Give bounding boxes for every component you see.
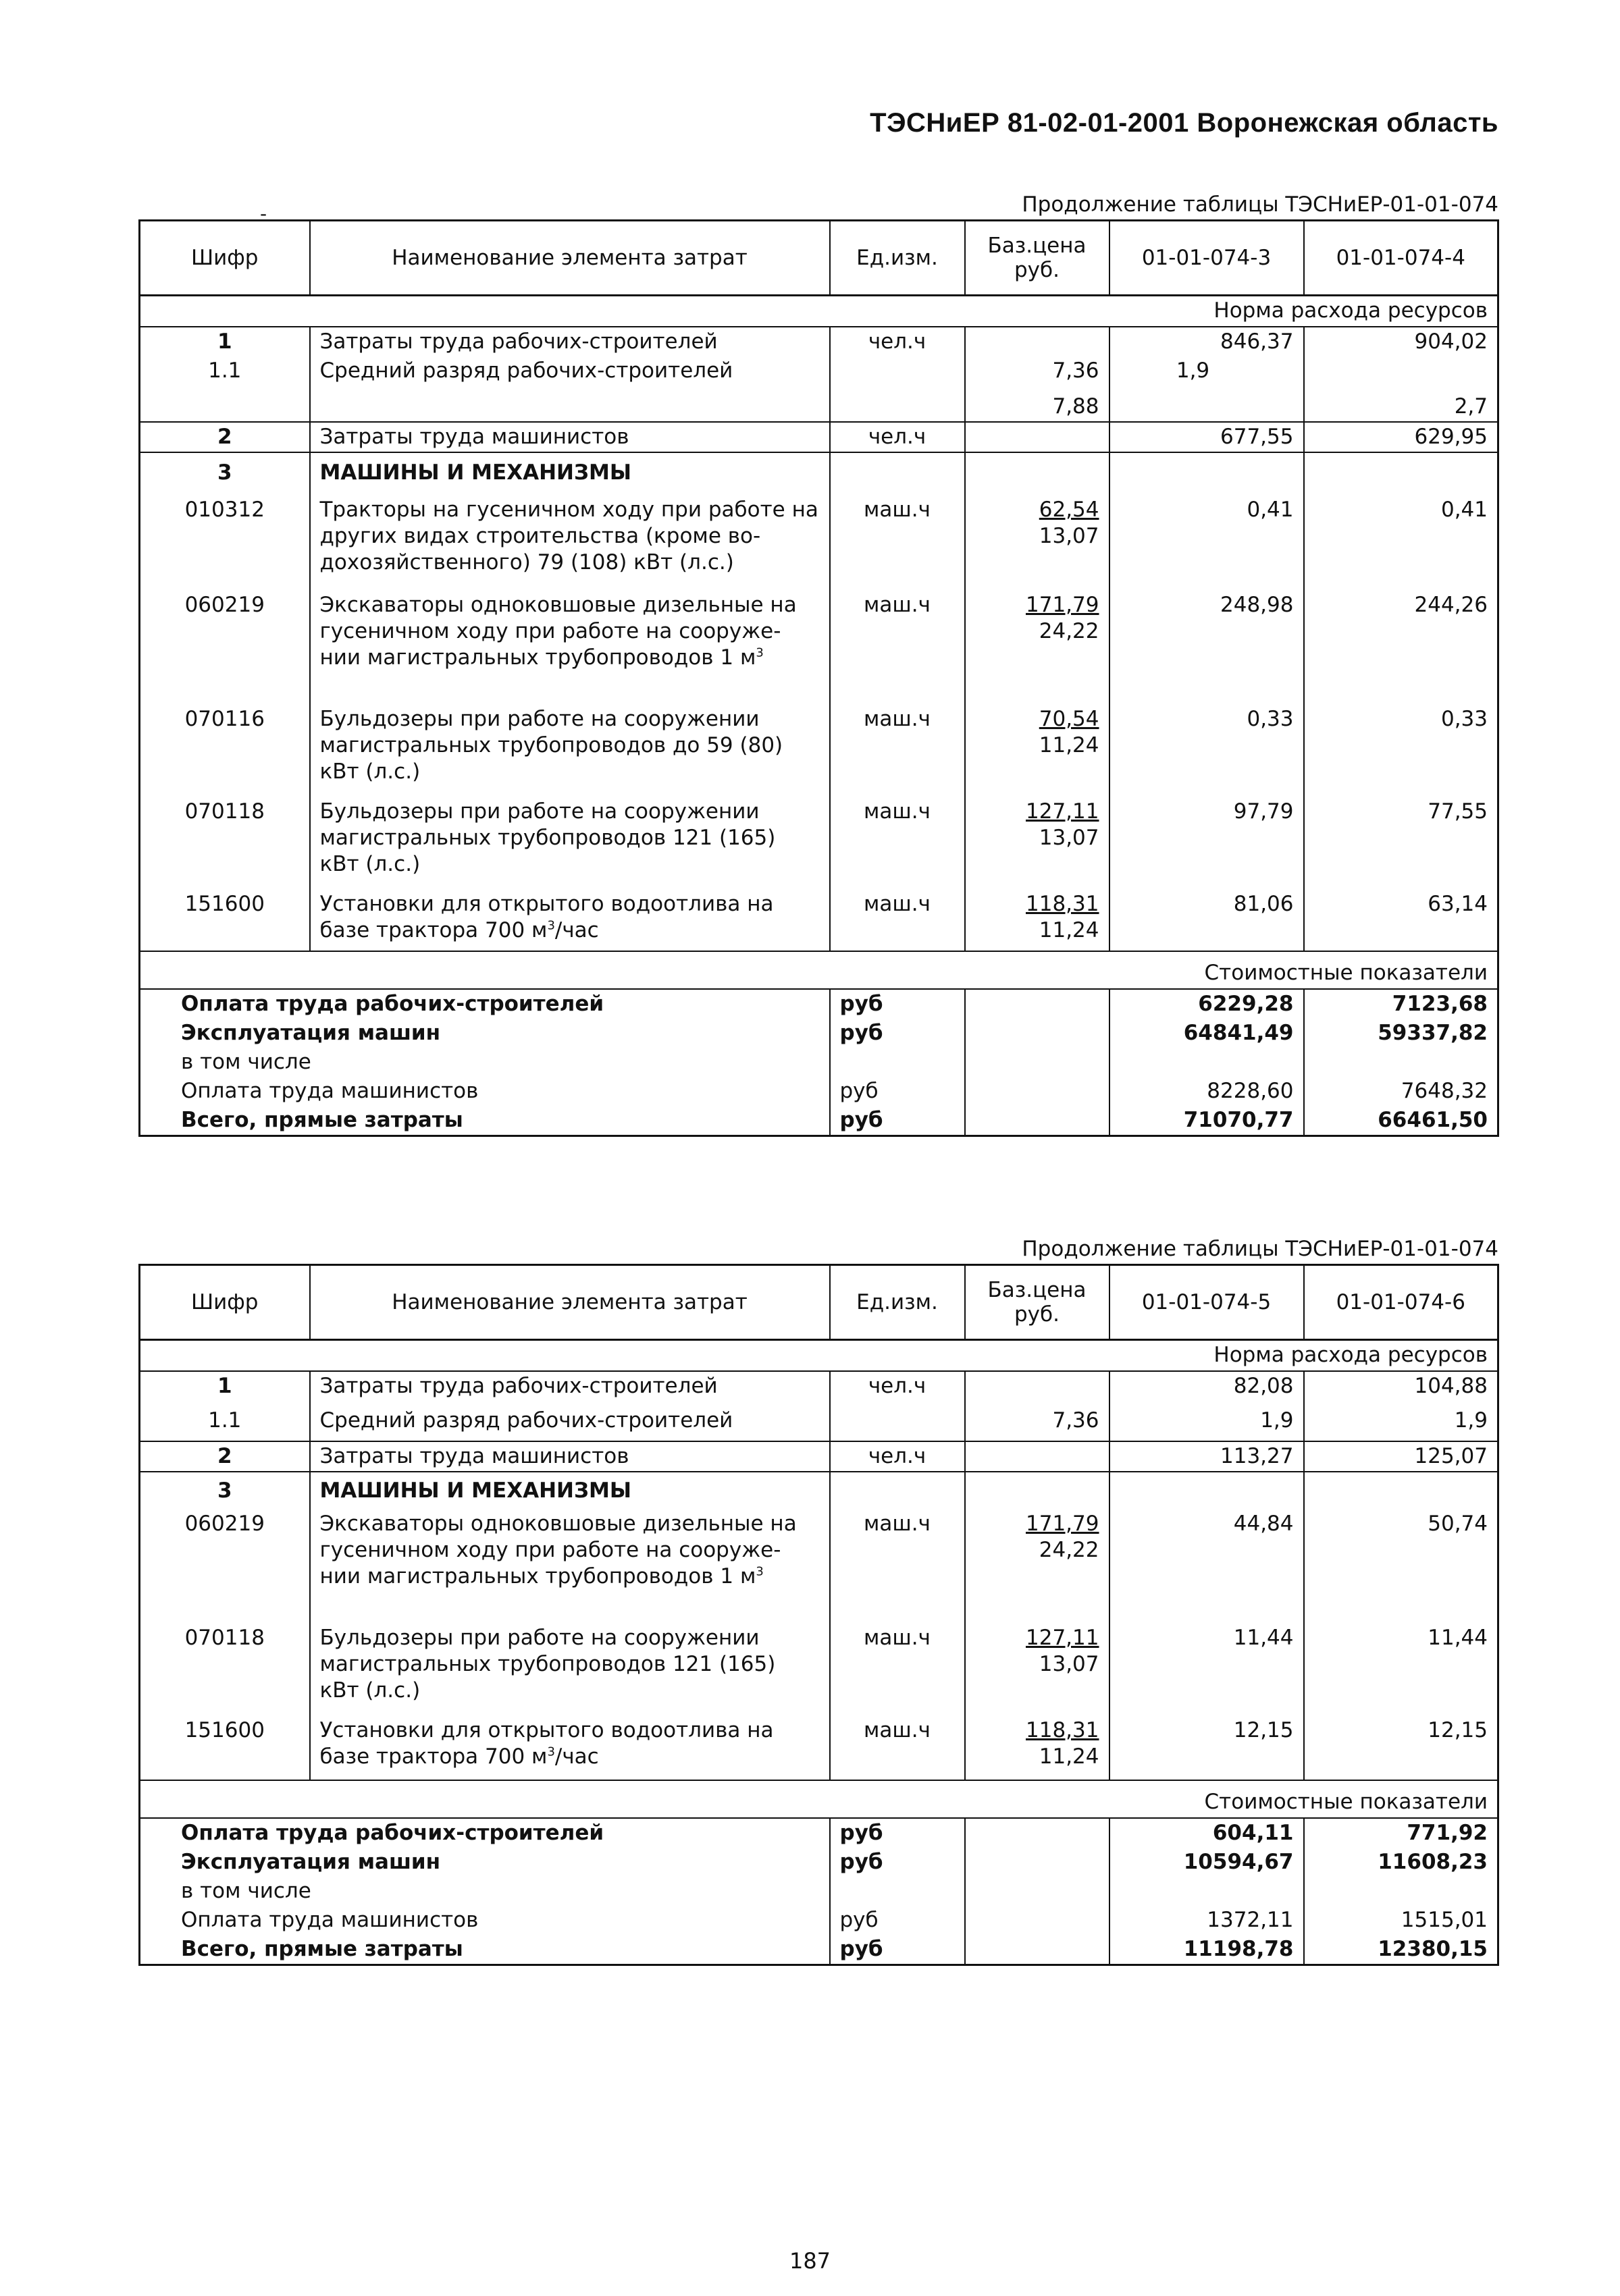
- cost-name: Эксплуатация машин: [140, 1848, 830, 1877]
- table-row: [140, 487, 1498, 577]
- row-code: 070118: [140, 786, 310, 879]
- cost-row: [140, 1906, 1498, 1935]
- cost-name: в том числе: [140, 1877, 830, 1906]
- cost-unit: [830, 1048, 965, 1077]
- cost-price: [965, 1019, 1109, 1048]
- table-row: [140, 1705, 1498, 1780]
- row-v2: 104,88: [1304, 1371, 1498, 1401]
- cost-v2: 7123,68: [1304, 989, 1498, 1019]
- row-price: [965, 1624, 1109, 1705]
- cost-name: Всего, прямые затраты: [140, 1106, 830, 1136]
- row-price: 7,36: [965, 1401, 1109, 1441]
- row-v2: 50,74: [1304, 1505, 1498, 1624]
- norm-label: Норма расхода ресурсов: [140, 296, 1498, 327]
- row-v2: [1304, 1472, 1498, 1505]
- price-value-2: 13,07: [1039, 524, 1099, 548]
- cost-price: [965, 1848, 1109, 1877]
- row-unit: [830, 1401, 965, 1441]
- row-unit: маш.ч: [830, 705, 965, 786]
- stray-mark: -: [260, 203, 267, 225]
- table-row: [140, 577, 1498, 705]
- row-unit: маш.ч: [830, 1505, 965, 1624]
- cost-price: [965, 1877, 1109, 1906]
- cost-v2: 66461,50: [1304, 1106, 1498, 1136]
- cost-unit: руб: [830, 1935, 965, 1965]
- cost-v2: 7648,32: [1304, 1077, 1498, 1106]
- cost-unit: руб: [830, 989, 965, 1019]
- col-unit-header: Ед.изм.: [830, 221, 965, 296]
- cost-name: Эксплуатация машин: [140, 1019, 830, 1048]
- row-unit: чел.ч: [830, 327, 965, 356]
- table-row: [140, 356, 1498, 422]
- cost-unit: руб: [830, 1077, 965, 1106]
- cost-unit: руб: [830, 1818, 965, 1848]
- row-price: [965, 786, 1109, 879]
- row-code: 070116: [140, 705, 310, 786]
- row-v1: 81,06: [1109, 879, 1304, 951]
- norm-band-row: [140, 1340, 1498, 1372]
- norm-band-row: [140, 296, 1498, 327]
- price-value: 171,79: [1026, 593, 1099, 617]
- cost-v1: [1109, 1877, 1304, 1906]
- price-value-2: 24,22: [1039, 619, 1099, 643]
- cost-price: [965, 1906, 1109, 1935]
- row-unit: чел.ч: [830, 1371, 965, 1401]
- row-name-text: Установки для открытого водоотлива на базе трактора 700 м: [319, 1718, 774, 1769]
- cost-name: Оплата труда машинистов: [140, 1906, 830, 1935]
- cost-unit: руб: [830, 1906, 965, 1935]
- row-v2: 244,26: [1304, 577, 1498, 705]
- row-price: [965, 1441, 1109, 1472]
- row-name: Бульдозеры при работе на сооружении магистральных трубопроводов до 59 (80) кВт (л.с.): [310, 705, 830, 786]
- row-code: 1: [140, 1371, 310, 1401]
- row-name: Бульдозеры при работе на сооружении магистральных трубопроводов 121 (165) кВт (л.с.): [310, 1624, 830, 1705]
- row-v2: 11,44: [1304, 1624, 1498, 1705]
- row-name: Тракторы на гусеничном ходу при работе на других видах строительства (кроме во-дохозяйственного) 79 (108) кВт (л.с.): [310, 487, 830, 577]
- row-unit: [830, 356, 965, 422]
- row-v2: 63,14: [1304, 879, 1498, 951]
- cost-price: [965, 1077, 1109, 1106]
- row-price: [965, 1472, 1109, 1505]
- row-code: 1.1: [140, 356, 310, 422]
- cost-name: Всего, прямые затраты: [140, 1935, 830, 1965]
- price-value: 127,11: [1026, 1626, 1099, 1650]
- cost-row: [140, 1019, 1498, 1048]
- row-name-tail: /час: [554, 1744, 599, 1769]
- row-code: 070118: [140, 1624, 310, 1705]
- table-row: [140, 705, 1498, 786]
- row-v1: 97,79: [1109, 786, 1304, 879]
- row-name-text: Экскаваторы одноковшовые дизельные на гусеничном ходу при работе на сооруже-нии магистральных трубопроводов 1 м: [319, 1512, 797, 1588]
- table-row: [140, 1371, 1498, 1401]
- col-v1-header: 01-01-074-3: [1109, 221, 1304, 296]
- cost-name: Оплата труда машинистов: [140, 1077, 830, 1106]
- row-v2: 629,95: [1304, 422, 1498, 452]
- price-value-2: 11,24: [1039, 918, 1099, 942]
- row-v2: 904,02: [1304, 327, 1498, 356]
- cost-unit: руб: [830, 1019, 965, 1048]
- cost-band-row: [140, 951, 1498, 989]
- row-name-text: Экскаваторы одноковшовые дизельные на гусеничном ходу при работе на сооруже-нии магистральных трубопроводов 1 м: [319, 593, 797, 670]
- row-code: 3: [140, 1472, 310, 1505]
- cost-v1: 71070,77: [1109, 1106, 1304, 1136]
- row-v2: 125,07: [1304, 1441, 1498, 1472]
- row-v1: 11,44: [1109, 1624, 1304, 1705]
- cost-label: Стоимостные показатели: [140, 951, 1498, 989]
- price-value-2: 11,24: [1039, 733, 1099, 757]
- resource-table-2: [138, 1264, 1499, 1966]
- row-price: [965, 1505, 1109, 1624]
- cost-price: [965, 1048, 1109, 1077]
- cost-price: [965, 989, 1109, 1019]
- table-row: [140, 1624, 1498, 1705]
- price-value: 118,31: [1026, 1718, 1099, 1742]
- row-code: 2: [140, 1441, 310, 1472]
- cost-v2: [1304, 1048, 1498, 1077]
- row-unit: маш.ч: [830, 487, 965, 577]
- price-value: 118,31: [1026, 892, 1099, 916]
- document-header: ТЭСНиЕР 81-02-01-2001 Воронежская область: [870, 108, 1498, 138]
- cost-row: [140, 1877, 1498, 1906]
- table-caption: Продолжение таблицы ТЭСНиЕР-01-01-074: [1022, 1237, 1498, 1261]
- row-name: Средний разряд рабочих-строителей: [310, 356, 830, 422]
- row-v1: 0,33: [1109, 705, 1304, 786]
- row-v2: 1,9: [1304, 1401, 1498, 1441]
- row-price: [965, 356, 1109, 422]
- row-name-text: Установки для открытого водоотлива на базе трактора 700 м: [319, 892, 774, 942]
- price-value-2: 13,07: [1039, 1652, 1099, 1676]
- row-price: [965, 577, 1109, 705]
- row-code: 1: [140, 327, 310, 356]
- cost-price: [965, 1935, 1109, 1965]
- row-name: Затраты труда рабочих-строителей: [310, 327, 830, 356]
- cost-v1: 8228,60: [1109, 1077, 1304, 1106]
- table-row: [140, 1472, 1498, 1505]
- row-v1: [1109, 356, 1304, 422]
- row-name: Экскаваторы одноковшовые дизельные на гусеничном ходу при работе на сооруже-нии магистральных трубопроводов 1 $м^3$: [310, 577, 830, 705]
- row-v1: 12,15: [1109, 1705, 1304, 1780]
- cost-row: [140, 1048, 1498, 1077]
- table-row: [140, 452, 1498, 487]
- row-code: 010312: [140, 487, 310, 577]
- price-value-2: 11,24: [1039, 1744, 1099, 1769]
- row-price: [965, 879, 1109, 951]
- cost-row: [140, 1935, 1498, 1965]
- row-name: Установки для открытого водоотлива на базе трактора 700 $м^3$/час: [310, 1705, 830, 1780]
- row-price: [965, 487, 1109, 577]
- cost-v1: 64841,49: [1109, 1019, 1304, 1048]
- row-v2: 0,41: [1304, 487, 1498, 577]
- cost-band-row: [140, 1780, 1498, 1818]
- row-unit: маш.ч: [830, 786, 965, 879]
- row-v2: [1304, 452, 1498, 487]
- row-name: МАШИНЫ И МЕХАНИЗМЫ: [310, 452, 830, 487]
- row-name: Затраты труда машинистов: [310, 1441, 830, 1472]
- cost-v1: 1372,11: [1109, 1906, 1304, 1935]
- cost-unit: [830, 1877, 965, 1906]
- cost-price: [965, 1106, 1109, 1136]
- table-header-row: [140, 1265, 1498, 1340]
- row-name: Затраты труда машинистов: [310, 422, 830, 452]
- row-price: [965, 452, 1109, 487]
- cost-unit: руб: [830, 1848, 965, 1877]
- price-value: 62,54: [1039, 498, 1099, 522]
- grade-value: 1,9: [1176, 358, 1210, 383]
- row-v2: [1304, 356, 1498, 422]
- col-v2-header: 01-01-074-4: [1304, 221, 1498, 296]
- cost-label: Стоимостные показатели: [140, 1780, 1498, 1818]
- cost-v1: 6229,28: [1109, 989, 1304, 1019]
- cost-name: Оплата труда рабочих-строителей: [140, 1818, 830, 1848]
- row-price: [965, 1705, 1109, 1780]
- table-row: [140, 1441, 1498, 1472]
- price-value: 127,11: [1026, 799, 1099, 824]
- row-unit: маш.ч: [830, 1624, 965, 1705]
- price-value-2: 24,22: [1039, 1538, 1099, 1562]
- price-value-2: 13,07: [1039, 826, 1099, 850]
- row-unit: маш.ч: [830, 577, 965, 705]
- table-row: [140, 786, 1498, 879]
- cost-v2: 12380,15: [1304, 1935, 1498, 1965]
- row-unit: [830, 452, 965, 487]
- col-name-header: Наименование элемента затрат: [310, 221, 830, 296]
- table-row: [140, 422, 1498, 452]
- row-code: 151600: [140, 879, 310, 951]
- row-v2: 12,15: [1304, 1705, 1498, 1780]
- row-unit: чел.ч: [830, 1441, 965, 1472]
- col-v1-header: 01-01-074-5: [1109, 1265, 1304, 1340]
- row-price: [965, 327, 1109, 356]
- row-code: 060219: [140, 1505, 310, 1624]
- row-price: [965, 705, 1109, 786]
- row-unit: маш.ч: [830, 879, 965, 951]
- cost-name: Оплата труда рабочих-строителей: [140, 989, 830, 1019]
- col-price-header: Баз.цена руб.: [965, 221, 1109, 296]
- row-name: Средний разряд рабочих-строителей: [310, 1401, 830, 1441]
- row-code: 2: [140, 422, 310, 452]
- row-v1: 0,41: [1109, 487, 1304, 577]
- cost-row: [140, 989, 1498, 1019]
- row-v1: 248,98: [1109, 577, 1304, 705]
- table-header-row: [140, 221, 1498, 296]
- row-v1: 677,55: [1109, 422, 1304, 452]
- col-code-header: Шифр: [140, 221, 310, 296]
- row-v1: [1109, 452, 1304, 487]
- price-value-2: 7,88: [1052, 394, 1099, 419]
- cost-v2: 59337,82: [1304, 1019, 1498, 1048]
- price-value: 7,36: [1052, 358, 1099, 383]
- row-name-tail: /час: [554, 918, 599, 942]
- row-name: Затраты труда рабочих-строителей: [310, 1371, 830, 1401]
- row-name: Экскаваторы одноковшовые дизельные на гусеничном ходу при работе на сооруже-нии магистральных трубопроводов 1 $м^3$: [310, 1505, 830, 1624]
- cost-v2: 1515,01: [1304, 1906, 1498, 1935]
- col-v2-header: 01-01-074-6: [1304, 1265, 1498, 1340]
- cost-unit: руб: [830, 1106, 965, 1136]
- price-value: 70,54: [1039, 707, 1099, 731]
- col-unit-header: Ед.изм.: [830, 1265, 965, 1340]
- cost-v1: 604,11: [1109, 1818, 1304, 1848]
- row-unit: чел.ч: [830, 422, 965, 452]
- row-price: [965, 422, 1109, 452]
- cost-row: [140, 1077, 1498, 1106]
- col-name-header: Наименование элемента затрат: [310, 1265, 830, 1340]
- row-price: [965, 1371, 1109, 1401]
- resource-table-1: [138, 219, 1499, 1137]
- row-v2: 77,55: [1304, 786, 1498, 879]
- col-price-header: Баз.цена руб.: [965, 1265, 1109, 1340]
- table-row: [140, 1401, 1498, 1441]
- row-code: 060219: [140, 577, 310, 705]
- grade-value: 2,7: [1454, 394, 1488, 419]
- page-number: 187: [789, 2248, 831, 2274]
- row-code: 3: [140, 452, 310, 487]
- row-v1: 44,84: [1109, 1505, 1304, 1624]
- table-row: [140, 879, 1498, 951]
- price-value: 171,79: [1026, 1512, 1099, 1536]
- row-name: Бульдозеры при работе на сооружении магистральных трубопроводов 121 (165) кВт (л.с.): [310, 786, 830, 879]
- cost-name: в том числе: [140, 1048, 830, 1077]
- norm-label: Норма расхода ресурсов: [140, 1340, 1498, 1372]
- cost-v2: 11608,23: [1304, 1848, 1498, 1877]
- row-name: МАШИНЫ И МЕХАНИЗМЫ: [310, 1472, 830, 1505]
- row-code: 151600: [140, 1705, 310, 1780]
- cost-v1: [1109, 1048, 1304, 1077]
- cost-v2: [1304, 1877, 1498, 1906]
- cost-row: [140, 1818, 1498, 1848]
- row-v1: 846,37: [1109, 327, 1304, 356]
- cost-v1: 10594,67: [1109, 1848, 1304, 1877]
- row-v1: 113,27: [1109, 1441, 1304, 1472]
- table-row: [140, 327, 1498, 356]
- cost-v1: 11198,78: [1109, 1935, 1304, 1965]
- cost-price: [965, 1818, 1109, 1848]
- row-v1: 1,9: [1109, 1401, 1304, 1441]
- row-v2: 0,33: [1304, 705, 1498, 786]
- row-v1: [1109, 1472, 1304, 1505]
- cost-v2: 771,92: [1304, 1818, 1498, 1848]
- table-row: [140, 1505, 1498, 1624]
- col-code-header: Шифр: [140, 1265, 310, 1340]
- row-code: 1.1: [140, 1401, 310, 1441]
- cost-row: [140, 1106, 1498, 1136]
- row-v1: 82,08: [1109, 1371, 1304, 1401]
- row-unit: маш.ч: [830, 1705, 965, 1780]
- cost-row: [140, 1848, 1498, 1877]
- table-caption: Продолжение таблицы ТЭСНиЕР-01-01-074: [1022, 192, 1498, 217]
- row-name: Установки для открытого водоотлива на базе трактора 700 $м^3$/час: [310, 879, 830, 951]
- row-unit: [830, 1472, 965, 1505]
